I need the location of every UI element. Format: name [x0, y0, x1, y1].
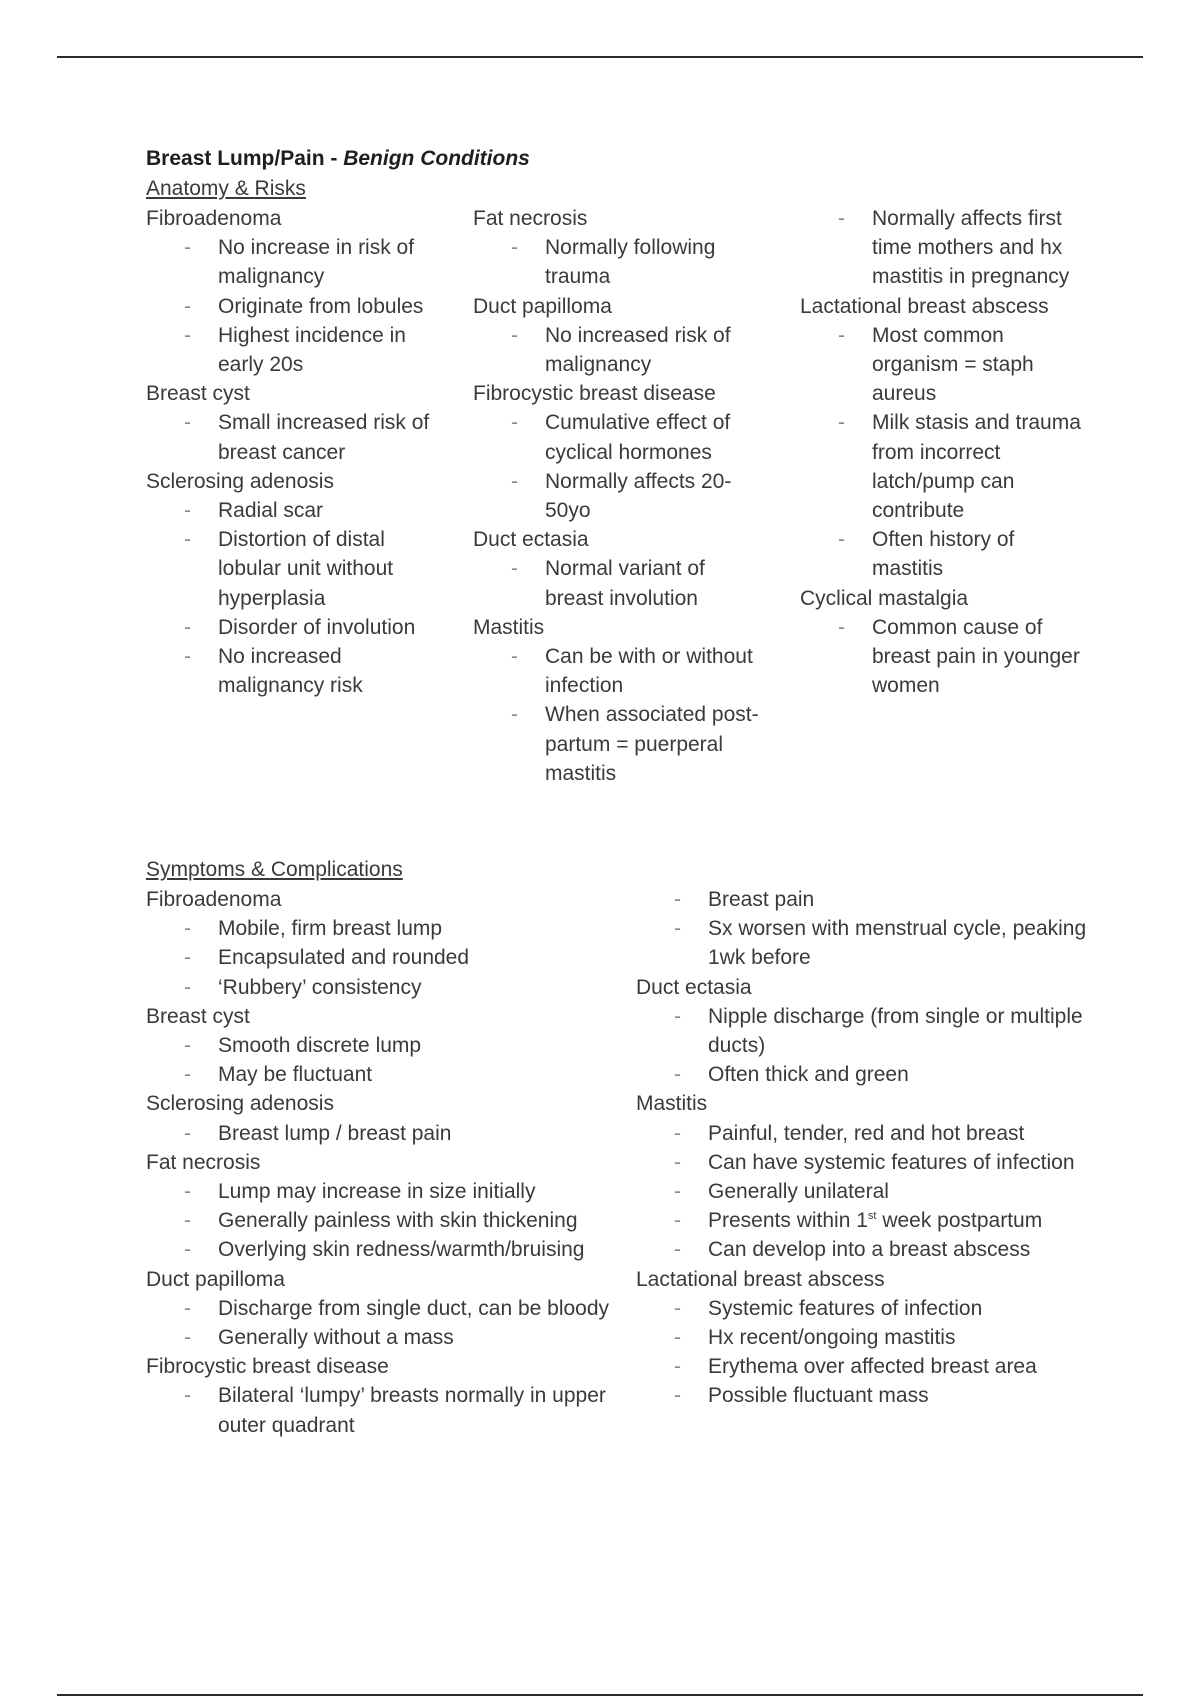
bullet-item: - Generally unilateral: [636, 1177, 1106, 1206]
anatomy-column-1: [146, 204, 436, 700]
bullet-item: - Sx worsen with menstrual cycle, peaking 1wk before: [636, 914, 1106, 972]
bullet-item: - Highest incidence in early 20s: [146, 321, 436, 379]
condition-name: Breast cyst: [146, 382, 250, 406]
anatomy-column-2: [473, 204, 763, 788]
bullet-item: - Often thick and green: [636, 1060, 1106, 1089]
bullet-item: - Normally affects first time mothers and hx mastitis in pregnancy: [800, 204, 1090, 292]
bullet-item: - Possible fluctuant mass: [636, 1381, 1106, 1410]
symptoms-heading: Symptoms & Complications: [146, 858, 403, 881]
condition-name: Mastitis: [473, 615, 545, 639]
bullet-item: - Smooth discrete lump: [146, 1031, 616, 1060]
condition-name: Duct papilloma: [473, 294, 612, 318]
condition-name: Sclerosing adenosis: [146, 1092, 334, 1116]
bullet-item: - Can develop into a breast abscess: [636, 1235, 1106, 1264]
condition-name: Sclerosing adenosis: [146, 469, 334, 493]
condition-name: Fibrocystic breast disease: [146, 1355, 389, 1379]
bullet-item: - Disorder of involution: [146, 613, 436, 642]
bullet-item: - Normally affects 20-50yo: [473, 467, 763, 525]
bullet-item: - No increased malignancy risk: [146, 642, 436, 700]
bullet-item: - Often history of mastitis: [800, 525, 1090, 583]
bullet-item: - Nipple discharge (from single or multiple ducts): [636, 1002, 1106, 1060]
condition-name: Mastitis: [636, 1092, 708, 1116]
bullet-item: - Encapsulated and rounded: [146, 943, 616, 972]
condition-name: Fat necrosis: [146, 1150, 261, 1174]
bullet-item: - Erythema over affected breast area: [636, 1352, 1106, 1381]
bullet-item: - Discharge from single duct, can be bloody: [146, 1294, 616, 1323]
bullet-item: - Milk stasis and trauma from incorrect latch/pump can contribute: [800, 408, 1090, 525]
anatomy-column-3: [800, 204, 1090, 700]
bullet-item: - Breast pain: [636, 885, 1106, 914]
bullet-item: - Normal variant of breast involution: [473, 554, 763, 612]
condition-name: Fat necrosis: [473, 207, 588, 230]
condition-name: Duct ectasia: [636, 975, 752, 999]
bullet-item: - Normally following trauma: [473, 233, 763, 291]
condition-name: Duct papilloma: [146, 1267, 285, 1291]
bullet-item: - Can have systemic features of infection: [636, 1148, 1106, 1177]
bullet-item: - When associated post-partum = puerperal mastitis: [473, 700, 763, 788]
top-rule: [57, 56, 1143, 58]
condition-name: Fibroadenoma: [146, 888, 282, 911]
bullet-item: - Generally painless with skin thickening: [146, 1206, 616, 1235]
bullet-item: - Can be with or without infection: [473, 642, 763, 700]
bullet-item: - Presents within 1st week postpartum: [636, 1206, 1106, 1235]
bullet-item: - ‘Rubbery’ consistency: [146, 973, 616, 1002]
bullet-item: - Small increased risk of breast cancer: [146, 408, 436, 466]
bullet-item: - Painful, tender, red and hot breast: [636, 1119, 1106, 1148]
bullet-item: - Generally without a mass: [146, 1323, 616, 1352]
symptoms-column-right: [636, 885, 1106, 1411]
bullet-item: - Systemic features of infection: [636, 1294, 1106, 1323]
bullet-item: - Most common organism = staph aureus: [800, 321, 1090, 409]
bullet-item: - Overlying skin redness/warmth/bruising: [146, 1235, 616, 1264]
condition-name: Lactational breast abscess: [636, 1267, 885, 1291]
bullet-item: - Hx recent/ongoing mastitis: [636, 1323, 1106, 1352]
condition-name: Lactational breast abscess: [800, 294, 1049, 318]
condition-name: Breast cyst: [146, 1004, 250, 1028]
condition-name: Cyclical mastalgia: [800, 586, 969, 610]
bullet-item: - Bilateral ‘lumpy’ breasts normally in upper outer quadrant: [146, 1381, 616, 1439]
bullet-item: - Lump may increase in size initially: [146, 1177, 616, 1206]
bullet-item: - No increased risk of malignancy: [473, 321, 763, 379]
bullet-item: - Breast lump / breast pain: [146, 1119, 616, 1148]
bottom-rule: [57, 1694, 1143, 1696]
condition-name: Fibroadenoma: [146, 207, 282, 230]
condition-name: Duct ectasia: [473, 528, 589, 552]
bullet-item: - Mobile, firm breast lump: [146, 914, 616, 943]
page-title: Breast Lump/Pain - Benign Conditions: [146, 147, 530, 170]
bullet-item: - Common cause of breast pain in younger women: [800, 613, 1090, 701]
bullet-item: - Distortion of distal lobular unit without hyperplasia: [146, 525, 436, 613]
bullet-item: - Originate from lobules: [146, 292, 436, 321]
bullet-item: - Radial scar: [146, 496, 436, 525]
bullet-item: - No increase in risk of malignancy: [146, 233, 436, 291]
condition-name: Fibrocystic breast disease: [473, 382, 716, 406]
symptoms-column-left: [146, 885, 616, 1440]
bullet-item: - May be fluctuant: [146, 1060, 616, 1089]
anatomy-heading: Anatomy & Risks: [146, 177, 306, 200]
bullet-item: - Cumulative effect of cyclical hormones: [473, 408, 763, 466]
